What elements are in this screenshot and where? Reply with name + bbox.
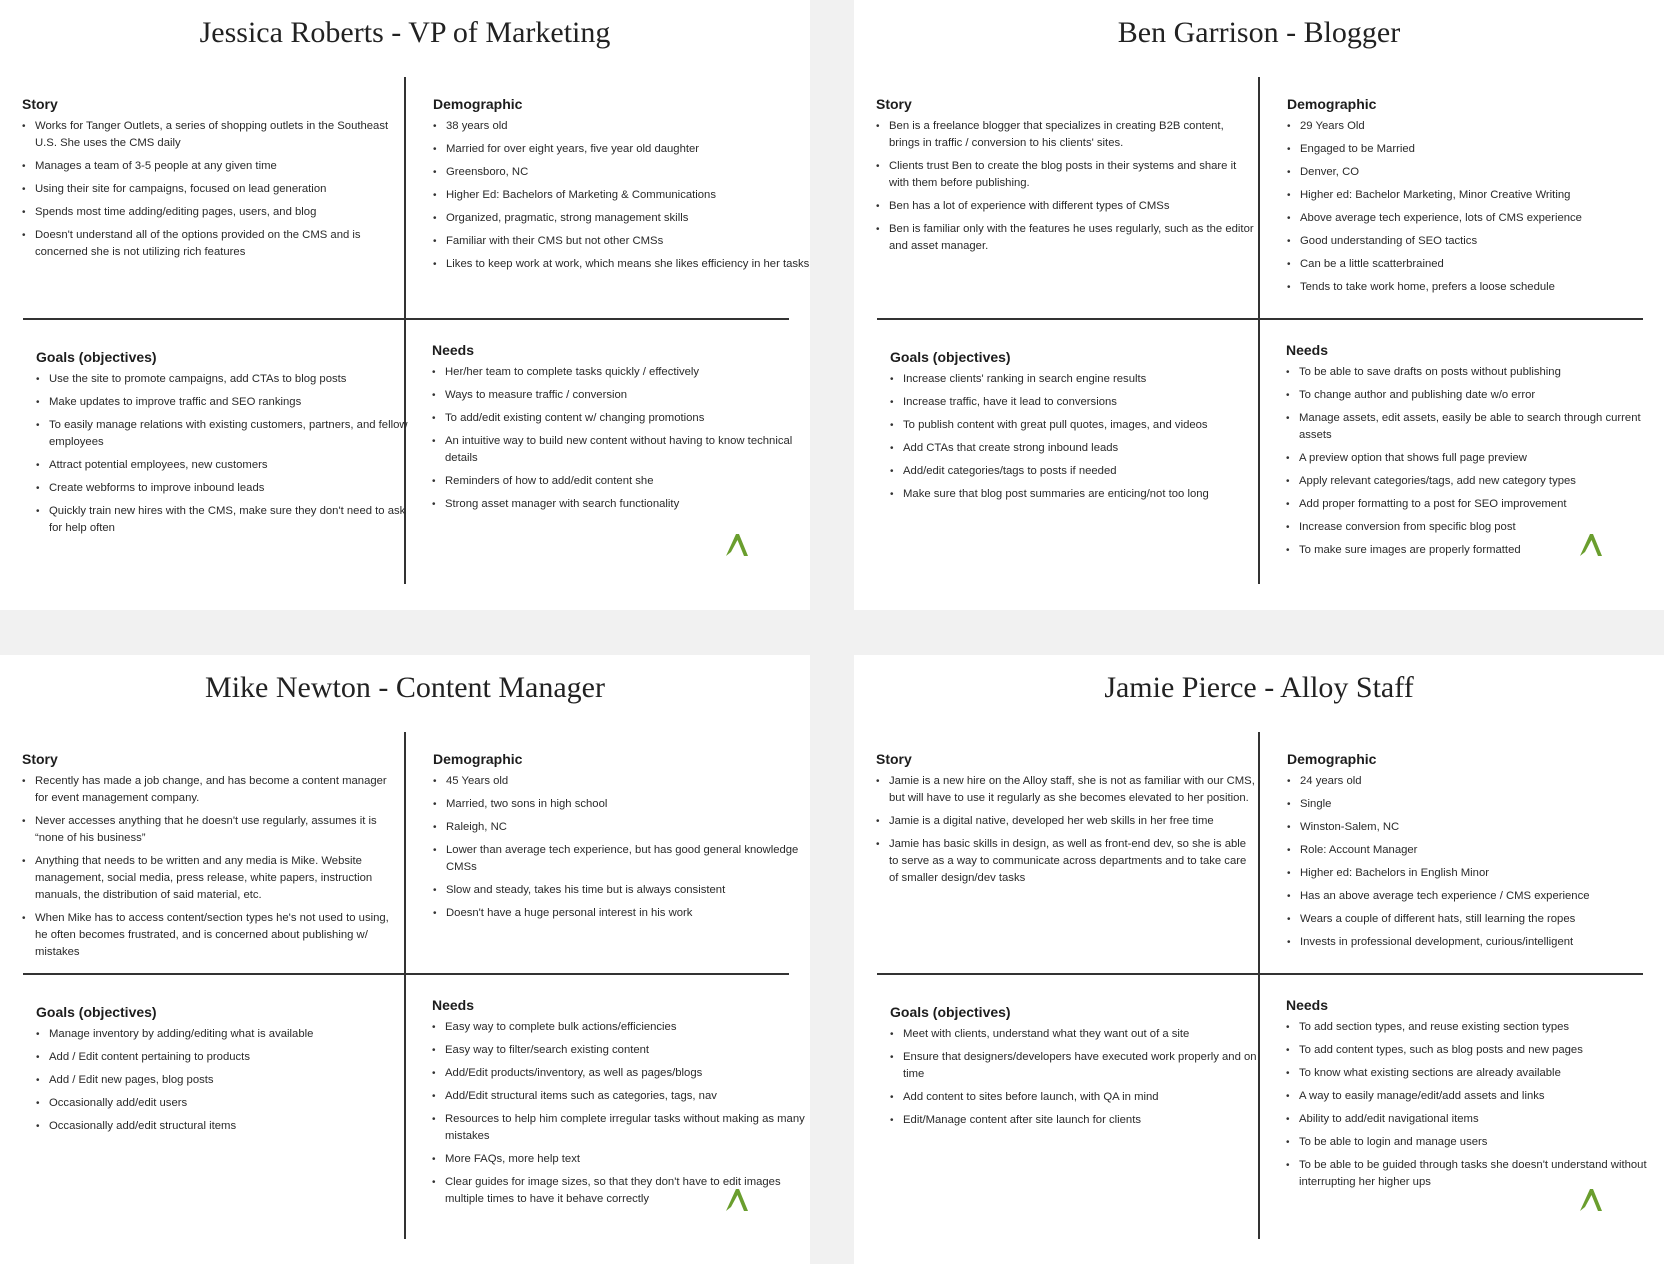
goals-list	[36, 371, 416, 537]
goals-heading: Goals (objectives)	[36, 349, 157, 365]
demographic-list	[433, 118, 813, 273]
list-item: • Add / Edit new pages, blog posts	[36, 1072, 416, 1089]
goals-heading: Goals (objectives)	[890, 1004, 1011, 1020]
list-item: • To know what existing sections are already available	[1286, 1065, 1664, 1082]
list-item: • Increase traffic, have it lead to conversions	[890, 394, 1270, 411]
persona-title: Jamie Pierce - Alloy Staff	[1104, 671, 1414, 704]
story-list	[876, 773, 1256, 887]
goals-section	[36, 349, 416, 543]
list-item: • 24 years old	[1287, 773, 1664, 790]
list-item: • Role: Account Manager	[1287, 842, 1664, 859]
needs-heading: Needs	[432, 342, 475, 358]
list-item: • Slow and steady, takes his time but is always consistent	[433, 882, 813, 899]
list-item: • When Mike has to access content/section types he's not used to using, he often becomes frustrated, and is concerned about publishing w/ mistakes	[22, 910, 402, 961]
list-item: • Attract potential employees, new customers	[36, 457, 416, 474]
story-heading: Story	[22, 751, 58, 767]
list-item: • 29 Years Old	[1287, 118, 1664, 135]
list-item: • To publish content with great pull quotes, images, and videos	[890, 417, 1270, 434]
list-item: • Engaged to be Married	[1287, 141, 1664, 158]
list-item: • 45 Years old	[433, 773, 813, 790]
list-item: • A preview option that shows full page preview	[1286, 450, 1664, 467]
list-item: • Reminders of how to add/edit content she	[432, 473, 812, 490]
quadrant-divider-vertical	[404, 732, 406, 1239]
list-item: • Quickly train new hires with the CMS, make sure they don't need to ask for help often	[36, 503, 416, 537]
story-list	[876, 118, 1256, 255]
quadrant-divider-horizontal	[877, 318, 1643, 320]
list-item: • Jamie is a digital native, developed her web skills in her free time	[876, 813, 1256, 830]
demographic-heading: Demographic	[1287, 751, 1377, 767]
needs-heading: Needs	[1286, 997, 1329, 1013]
needs-section	[1286, 342, 1664, 565]
list-item: • Her/her team to complete tasks quickly / effectively	[432, 364, 812, 381]
list-item: • An intuitive way to build new content without having to know technical details	[432, 433, 812, 467]
needs-heading: Needs	[432, 997, 475, 1013]
demographic-heading: Demographic	[433, 96, 523, 112]
quadrant-divider-horizontal	[877, 973, 1643, 975]
demographic-section	[1287, 751, 1664, 957]
list-item: • Denver, CO	[1287, 164, 1664, 181]
list-item: • Add CTAs that create strong inbound leads	[890, 440, 1270, 457]
persona-card	[854, 655, 1664, 1265]
alloy-logo-icon	[724, 1187, 750, 1213]
list-item: • Create webforms to improve inbound leads	[36, 480, 416, 497]
quadrant-divider-horizontal	[23, 973, 789, 975]
demographic-section	[1287, 96, 1664, 302]
list-item: • Can be a little scatterbrained	[1287, 256, 1664, 273]
alloy-logo-icon	[724, 532, 750, 558]
list-item: • Make sure that blog post summaries are enticing/not too long	[890, 486, 1270, 503]
list-item: • Single	[1287, 796, 1664, 813]
story-section	[22, 751, 402, 967]
list-item: • Jamie has basic skills in design, as well as front-end dev, so she is able to serve as a way to communicate across departments and to take care of smaller design/dev tasks	[876, 836, 1256, 887]
list-item: • More FAQs, more help text	[432, 1151, 812, 1168]
story-list	[22, 773, 402, 961]
list-item: • Ability to add/edit navigational items	[1286, 1111, 1664, 1128]
goals-heading: Goals (objectives)	[36, 1004, 157, 1020]
needs-list	[432, 364, 812, 513]
quadrant-divider-vertical	[1258, 732, 1260, 1239]
list-item: • Raleigh, NC	[433, 819, 813, 836]
list-item: • Tends to take work home, prefers a loose schedule	[1287, 279, 1664, 296]
story-list	[22, 118, 402, 261]
list-item: • Manage inventory by adding/editing what is available	[36, 1026, 416, 1043]
list-item: • Edit/Manage content after site launch for clients	[890, 1112, 1270, 1129]
list-item: • Winston-Salem, NC	[1287, 819, 1664, 836]
list-item: • Add proper formatting to a post for SEO improvement	[1286, 496, 1664, 513]
needs-section	[1286, 997, 1664, 1197]
list-item: • Meet with clients, understand what they want out of a site	[890, 1026, 1270, 1043]
list-item: • Doesn't understand all of the options provided on the CMS and is concerned she is not utilizing rich features	[22, 227, 402, 261]
list-item: • Easy way to filter/search existing content	[432, 1042, 812, 1059]
list-item: • To add content types, such as blog posts and new pages	[1286, 1042, 1664, 1059]
list-item: • Increase clients' ranking in search engine results	[890, 371, 1270, 388]
list-item: • To be able to be guided through tasks she doesn't understand without interrupting her higher ups	[1286, 1157, 1664, 1191]
gutter-vertical	[810, 0, 854, 1264]
list-item: • Add / Edit content pertaining to products	[36, 1049, 416, 1066]
list-item: • Higher ed: Bachelors in English Minor	[1287, 865, 1664, 882]
quadrant-divider-horizontal	[23, 318, 789, 320]
list-item: • Make updates to improve traffic and SEO rankings	[36, 394, 416, 411]
persona-card	[0, 655, 810, 1265]
list-item: • To be able to save drafts on posts without publishing	[1286, 364, 1664, 381]
list-item: • Doesn't have a huge personal interest in his work	[433, 905, 813, 922]
goals-heading: Goals (objectives)	[890, 349, 1011, 365]
needs-list	[1286, 364, 1664, 559]
list-item: • Ben is familiar only with the features he uses regularly, such as the editor and asset manager.	[876, 221, 1256, 255]
list-item: • Manages a team of 3-5 people at any given time	[22, 158, 402, 175]
list-item: • To change author and publishing date w/o error	[1286, 387, 1664, 404]
list-item: • Add/Edit structural items such as categories, tags, nav	[432, 1088, 812, 1105]
demographic-section	[433, 96, 813, 279]
list-item: • Never accesses anything that he doesn't use regularly, assumes it is “none of his business”	[22, 813, 402, 847]
demographic-section	[433, 751, 813, 928]
goals-list	[890, 1026, 1270, 1129]
list-item: • Manage assets, edit assets, easily be able to search through current assets	[1286, 410, 1664, 444]
list-item: • Clients trust Ben to create the blog posts in their systems and share it with them before publishing.	[876, 158, 1256, 192]
persona-title: Jessica Roberts - VP of Marketing	[199, 16, 611, 49]
alloy-logo-icon	[1578, 532, 1604, 558]
list-item: • Anything that needs to be written and any media is Mike. Website management, social media, press release, white papers, instruction manuals, the distribution of said material, etc.	[22, 853, 402, 904]
list-item: • Familiar with their CMS but not other CMSs	[433, 233, 813, 250]
persona-title: Mike Newton - Content Manager	[205, 671, 605, 704]
list-item: • Has an above average tech experience / CMS experience	[1287, 888, 1664, 905]
list-item: • Married, two sons in high school	[433, 796, 813, 813]
demographic-heading: Demographic	[433, 751, 523, 767]
list-item: • Invests in professional development, curious/intelligent	[1287, 934, 1664, 951]
goals-section	[36, 1004, 416, 1141]
list-item: • Increase conversion from specific blog post	[1286, 519, 1664, 536]
persona-card	[854, 0, 1664, 610]
list-item: • Add/edit categories/tags to posts if needed	[890, 463, 1270, 480]
list-item: • Organized, pragmatic, strong management skills	[433, 210, 813, 227]
list-item: • To add section types, and reuse existing section types	[1286, 1019, 1664, 1036]
list-item: • Higher ed: Bachelor Marketing, Minor Creative Writing	[1287, 187, 1664, 204]
list-item: • Add content to sites before launch, with QA in mind	[890, 1089, 1270, 1106]
goals-list	[36, 1026, 416, 1135]
persona-title: Ben Garrison - Blogger	[1117, 16, 1401, 49]
story-heading: Story	[876, 96, 912, 112]
list-item: • Using their site for campaigns, focused on lead generation	[22, 181, 402, 198]
list-item: • To be able to login and manage users	[1286, 1134, 1664, 1151]
list-item: • Ensure that designers/developers have executed work properly and on time	[890, 1049, 1270, 1083]
list-item: • Jamie is a new hire on the Alloy staff, she is not as familiar with our CMS, but will have to use it regularly as she becomes elevated to her position.	[876, 773, 1256, 807]
goals-section	[890, 349, 1270, 509]
list-item: • Occasionally add/edit structural items	[36, 1118, 416, 1135]
list-item: • Clear guides for image sizes, so that they don't have to edit images multiple times to have it behave correctly	[432, 1174, 812, 1208]
list-item: • Likes to keep work at work, which means she likes efficiency in her tasks	[433, 256, 813, 273]
list-item: • Good understanding of SEO tactics	[1287, 233, 1664, 250]
list-item: • Ways to measure traffic / conversion	[432, 387, 812, 404]
list-item: • A way to easily manage/edit/add assets and links	[1286, 1088, 1664, 1105]
story-section	[876, 751, 1256, 893]
list-item: • Apply relevant categories/tags, add new category types	[1286, 473, 1664, 490]
list-item: • Spends most time adding/editing pages, users, and blog	[22, 204, 402, 221]
story-section	[876, 96, 1256, 261]
list-item: • Strong asset manager with search functionality	[432, 496, 812, 513]
list-item: • To add/edit existing content w/ changing promotions	[432, 410, 812, 427]
persona-card	[0, 0, 810, 610]
list-item: • Works for Tanger Outlets, a series of shopping outlets in the Southeast U.S. She uses the CMS daily	[22, 118, 402, 152]
list-item: • To make sure images are properly formatted	[1286, 542, 1664, 559]
goals-list	[890, 371, 1270, 503]
list-item: • Use the site to promote campaigns, add CTAs to blog posts	[36, 371, 416, 388]
story-heading: Story	[876, 751, 912, 767]
needs-heading: Needs	[1286, 342, 1329, 358]
list-item: • Resources to help him complete irregular tasks without making as many mistakes	[432, 1111, 812, 1145]
list-item: • Add/Edit products/inventory, as well as pages/blogs	[432, 1065, 812, 1082]
goals-section	[890, 1004, 1270, 1135]
list-item: • Higher Ed: Bachelors of Marketing & Communications	[433, 187, 813, 204]
list-item: • To easily manage relations with existing customers, partners, and fellow employees	[36, 417, 416, 451]
list-item: • Lower than average tech experience, but has good general knowledge CMSs	[433, 842, 813, 876]
demographic-list	[433, 773, 813, 922]
demographic-heading: Demographic	[1287, 96, 1377, 112]
list-item: • Ben is a freelance blogger that specializes in creating B2B content, brings in traffic / conversion to his clients' sites.	[876, 118, 1256, 152]
needs-section	[432, 997, 812, 1214]
needs-section	[432, 342, 812, 519]
list-item: • Greensboro, NC	[433, 164, 813, 181]
needs-list	[1286, 1019, 1664, 1191]
list-item: • 38 years old	[433, 118, 813, 135]
list-item: • Married for over eight years, five year old daughter	[433, 141, 813, 158]
list-item: • Recently has made a job change, and has become a content manager for event management company.	[22, 773, 402, 807]
list-item: • Ben has a lot of experience with different types of CMSs	[876, 198, 1256, 215]
alloy-logo-icon	[1578, 1187, 1604, 1213]
needs-list	[432, 1019, 812, 1208]
list-item: • Above average tech experience, lots of CMS experience	[1287, 210, 1664, 227]
story-heading: Story	[22, 96, 58, 112]
list-item: • Easy way to complete bulk actions/efficiencies	[432, 1019, 812, 1036]
demographic-list	[1287, 118, 1664, 296]
demographic-list	[1287, 773, 1664, 951]
story-section	[22, 96, 402, 267]
list-item: • Wears a couple of different hats, still learning the ropes	[1287, 911, 1664, 928]
list-item: • Occasionally add/edit users	[36, 1095, 416, 1112]
